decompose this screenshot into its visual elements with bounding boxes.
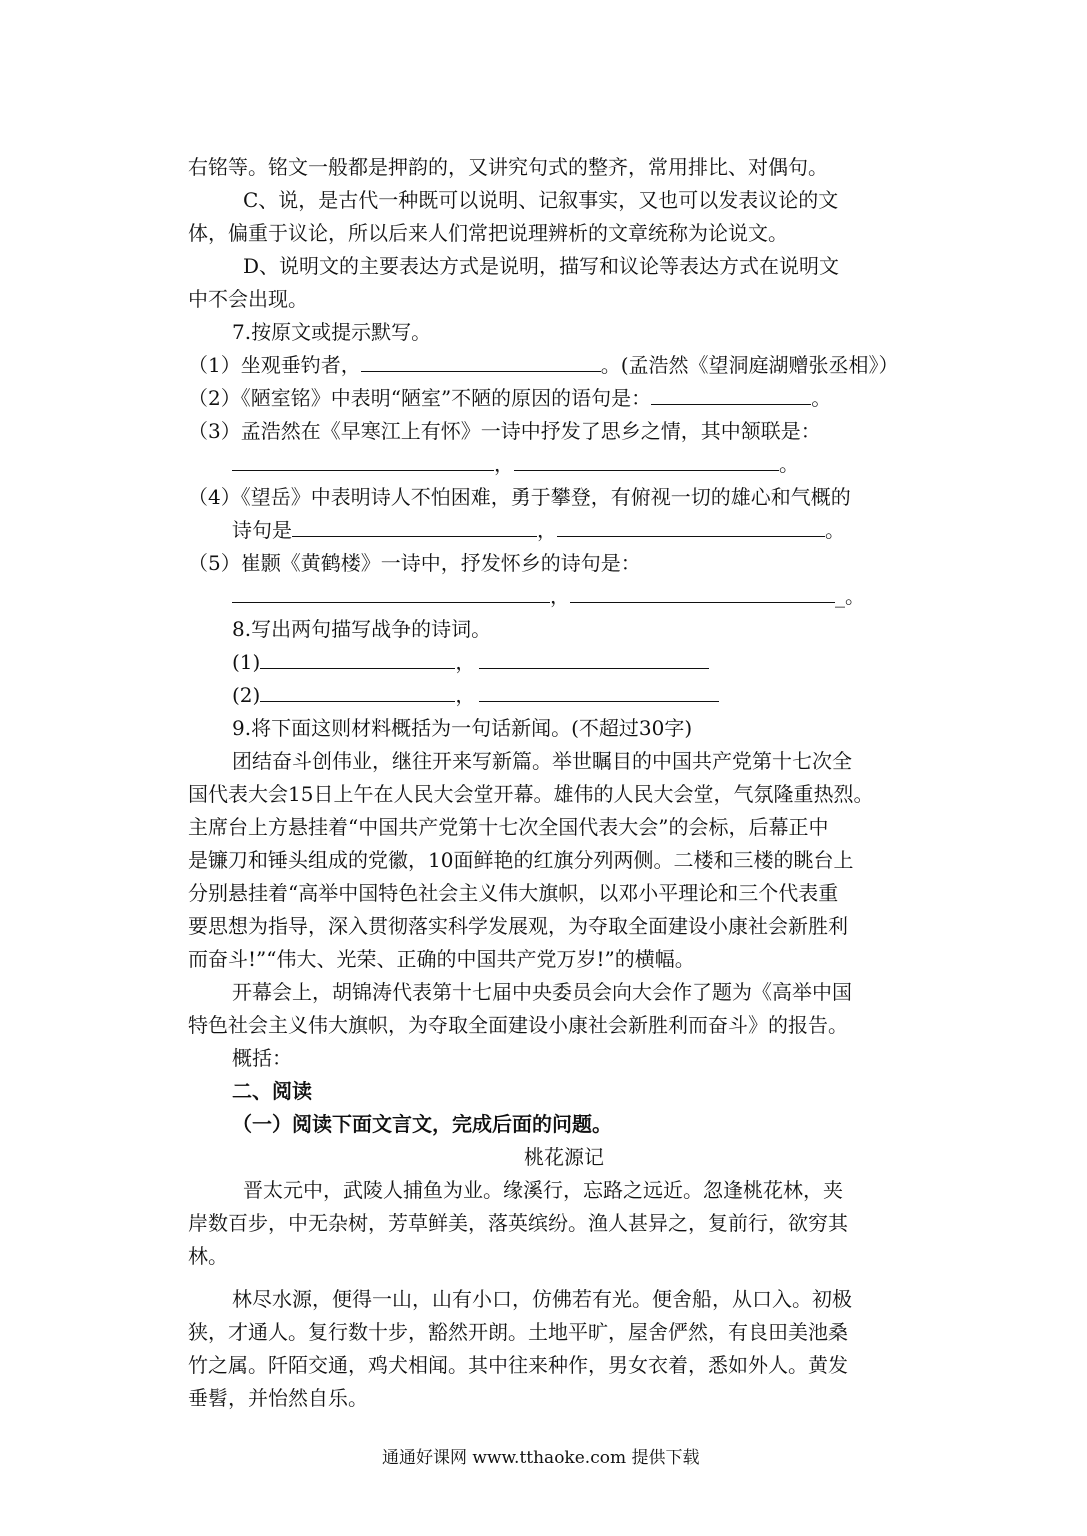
paragraph-line: 分别悬挂着“高举中国特色社会主义伟大旗帜，以邓小平理论和三个代表重 [188,881,839,905]
passage-line: 狭，才通人。复行数十步，豁然开朗。土地平旷，屋舍俨然，有良田美池桑 [188,1320,848,1344]
question-7-1 [188,348,899,382]
passage-line: 垂髫，并怡然自乐。 [188,1386,368,1410]
question-7-3-blanks [232,447,799,481]
paragraph-line: 要思想为指导，深入贯彻落实科学发展观，为夺取全面建设小康社会新胜利 [188,914,848,938]
passage-line: 晋太元中，武陵人捕鱼为业。缘溪行，忘路之远近。忽逢桃花林，夹 [243,1178,843,1202]
question-8-1 [232,645,709,679]
option-d-line: D、说明文的主要表达方式是说明，描写和议论等表达方式在说明文 [243,254,840,278]
text-line: 右铭等。铭文一般都是押韵的，又讲究句式的整齐，常用排比、对偶句。 [188,155,828,179]
answer-blank[interactable] [260,648,455,669]
separator-text: ， [494,452,514,476]
answer-blank[interactable] [292,516,537,537]
question-7-heading: 7.按原文或提示默写。 [232,320,432,344]
separator-text: 。 [825,518,845,542]
separator-text: ， [455,650,476,674]
item-number: (1) [232,650,261,674]
paragraph-line: 而奋斗!”“伟大、光荣、正确的中国共产党万岁!”的横幅。 [188,947,695,971]
text-line: 体，偏重于议论，所以后来人们常把说理辨析的文章统称为论说文。 [188,221,788,245]
answer-blank[interactable] [260,681,455,702]
passage-title: 桃花源记 [524,1145,604,1169]
paragraph-line: 特色社会主义伟大旗帜，为夺取全面建设小康社会新胜利而奋斗》的报告。 [188,1013,848,1037]
item-number: (2) [232,683,261,707]
subsection-heading: （一）阅读下面文言文，完成后面的问题。 [232,1112,612,1136]
answer-blank[interactable] [479,648,709,669]
separator-text: ， [550,584,570,608]
summary-label: 概括： [232,1046,292,1070]
separator-text: 。 [779,452,799,476]
answer-blank[interactable] [557,516,825,537]
question-text: 诗句是 [232,518,292,542]
answer-blank[interactable] [232,450,494,471]
answer-blank[interactable] [651,384,811,405]
passage-line: 林。 [188,1244,228,1268]
section-heading: 二、阅读 [232,1079,312,1103]
question-7-4-blanks [232,513,845,547]
paragraph-line: 团结奋斗创伟业，继往开来写新篇。举世瞩目的中国共产党第十七次全 [232,749,852,773]
paragraph-line: 开幕会上，胡锦涛代表第十七届中央委员会向大会作了题为《高举中国 [232,980,852,1004]
question-8-heading: 8.写出两句描写战争的诗词。 [232,617,492,641]
question-7-5: （5）崔颢《黄鹤楼》一诗中，抒发怀乡的诗句是： [188,551,641,575]
paragraph-line: 主席台上方悬挂着“中国共产党第十七次全国代表大会”的会标，后幕正中 [188,815,829,839]
answer-blank[interactable] [479,681,719,702]
question-9-heading: 9.将下面这则材料概括为一句话新闻。(不超过30字) [232,716,693,740]
question-text: （1）坐观垂钓者， [188,353,361,377]
question-8-2 [232,678,719,712]
separator-text: ， [455,683,476,707]
question-text: （2）《陋室铭》中表明“陋室”不陋的原因的语句是： [188,386,652,410]
question-7-5-blanks [232,579,865,613]
page-footer: 通通好课网 www.tthaoke.com 提供下载 [382,1448,700,1468]
answer-blank[interactable] [232,582,550,603]
question-7-2 [188,381,831,415]
passage-line: 竹之属。阡陌交通，鸡犬相闻。其中往来种作，男女衣着，悉如外人。黄发 [188,1353,848,1377]
passage-line: 林尽水源，便得一山，山有小口，仿佛若有光。便舍船，从口入。初极 [232,1287,852,1311]
question-text: 。(孟浩然《望洞庭湖赠张丞相》） [600,353,899,377]
separator-text: ， [537,518,557,542]
question-7-4: （4）《望岳》中表明诗人不怕困难，勇于攀登，有俯视一切的雄心和气概的 [188,485,851,509]
passage-line: 岸数百步，中无杂树，芳草鲜美，落英缤纷。渔人甚异之，复前行，欲穷其 [188,1211,848,1235]
answer-blank[interactable] [514,450,779,471]
separator-text: _。 [835,584,865,608]
question-7-3: （3）孟浩然在《早寒江上有怀》一诗中抒发了思乡之情，其中颔联是： [188,419,821,443]
paragraph-line: 是镰刀和锤头组成的党徽，10面鲜艳的红旗分列两侧。二楼和三楼的眺台上 [188,848,854,872]
question-text: 。 [811,386,832,410]
text-line: 中不会出现。 [188,287,308,311]
paragraph-line: 国代表大会15日上午在人民大会堂开幕。雄伟的人民大会堂，气氛隆重热烈。 [188,782,874,806]
answer-blank[interactable] [570,582,835,603]
option-c-line: C、说，是古代一种既可以说明、记叙事实，又也可以发表议论的文 [243,188,839,212]
answer-blank[interactable] [361,351,601,372]
